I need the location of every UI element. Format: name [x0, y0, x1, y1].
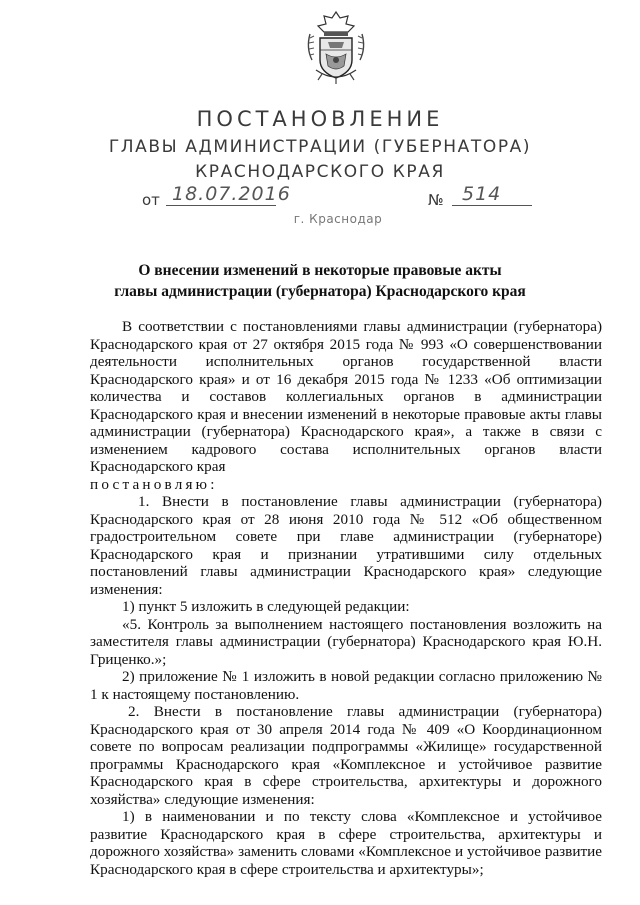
city-label: г. Краснодар — [293, 212, 383, 226]
number-handwritten: 514 — [462, 183, 502, 205]
document-type-heading: ПОСТАНОВЛЕНИЕ — [196, 107, 444, 131]
intro-paragraph: В соответствии с постановлениями главы администрации (губернатора) Краснодарского края от 27 октября 2015 года № 993 «О совершенствовании деятельности исполнительных органов государственной власти Краснодарского края» и от 16 декабря 2015 года № 1233 «Об оптимизации количества и составов коллегиальных органов в администрации Краснодарского края и внесении изменений в некоторые правовые акты главы администрации (губернатора) Краснодарского края», а также в связи с изменением кадрового состава исполнительных органов власти Краснодарского края — [90, 318, 602, 475]
document-title-line2: главы администрации (губернатора) Краснодарского края — [114, 283, 526, 300]
date-underline — [166, 205, 276, 206]
issuer-heading-line1: ГЛАВЫ АДМИНИСТРАЦИИ (ГУБЕРНАТОРА) — [108, 137, 532, 157]
date-prefix: от — [142, 191, 160, 209]
issuer-heading-line2: КРАСНОДАРСКОГО КРАЯ — [195, 162, 445, 182]
item-1-2-paragraph: 2) приложение № 1 изложить в новой редакции согласно приложению № 1 к настоящему постановлению. — [90, 668, 602, 703]
item-2-1-paragraph: 1) в наименовании и по тексту слова «Комплексное и устойчивое развитие Краснодарского края в сфере строительства, архитектуры и дорожного хозяйства» заменить словами «Комплексное и устойчивое развитие Краснодарского края в сфере строительства и архитектуры»; — [90, 808, 602, 878]
decree-paragraph — [90, 476, 602, 494]
item-1-1-paragraph: 1) пункт 5 изложить в следующей редакции: — [122, 598, 410, 615]
decree-word: постановляю: — [90, 475, 218, 493]
document-title-line1: О внесении изменений в некоторые правовые акты — [138, 262, 502, 279]
item-2-paragraph: 2. Внести в постановление главы администрации (губернатора) Краснодарского края от 30 апреля 2014 года № 409 «О Координационном совете по вопросам реализации подпрограммы «Жилище» государственной программы Краснодарского края «Комплексное и устойчивое развитие Краснодарского края в сфере строительства, архитектуры и дорожного хозяйства» следующие изменения: — [90, 703, 602, 808]
date-handwritten: 18.07.2016 — [172, 183, 291, 205]
krasnodar-coat-of-arms-icon — [302, 8, 370, 86]
item-1-paragraph: 1. Внести в постановление главы администрации (губернатора) Краснодарского края от 28 июня 2010 года № 512 «Об общественном градостроительном совете при главе администрации (губернаторе) Краснодарского края и признании утратившими силу отдельных постановлений главы администрации Краснодарского края» следующие изменения: — [90, 493, 602, 598]
item-1-1-quote-paragraph: «5. Контроль за выполнением настоящего постановления возложить на заместителя главы администрации (губернатора) Краснодарского края Ю.Н. Гриценко.»; — [90, 615, 602, 668]
number-underline — [452, 205, 532, 206]
document-body — [90, 318, 602, 878]
number-prefix: № — [428, 191, 444, 209]
